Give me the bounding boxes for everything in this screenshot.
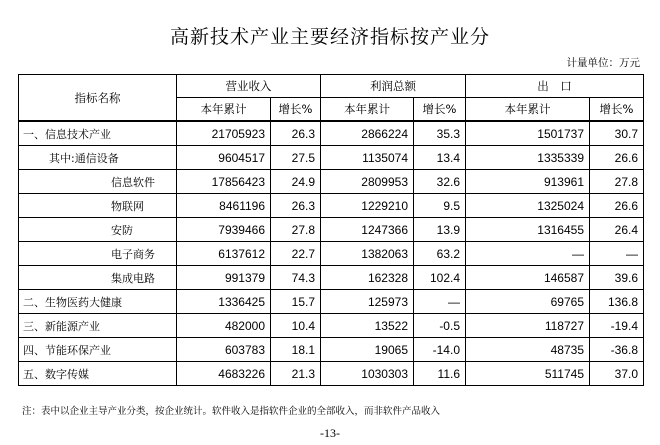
revenue-value: 4683226: [177, 362, 271, 386]
export-value: 1501737: [466, 121, 590, 146]
export-growth: 30.7: [590, 121, 644, 146]
revenue-growth: 24.9: [271, 170, 321, 194]
export-growth: 37.0: [590, 362, 644, 386]
revenue-value: 17856423: [177, 170, 271, 194]
profit-growth: 102.4: [414, 266, 466, 290]
export-value: 1325024: [466, 194, 590, 218]
table-row: [19, 314, 644, 338]
row-name: 三、新能源产业: [19, 314, 177, 338]
revenue-growth: 27.5: [271, 146, 321, 170]
row-name: 五、数字传媒: [19, 362, 177, 386]
export-growth: -36.8: [590, 338, 644, 362]
profit-growth: 63.2: [414, 242, 466, 266]
export-growth: 136.8: [590, 290, 644, 314]
profit-growth: —: [414, 290, 466, 314]
export-value: 913961: [466, 170, 590, 194]
profit-growth: 32.6: [414, 170, 466, 194]
export-value: —: [466, 242, 590, 266]
export-growth: 27.8: [590, 170, 644, 194]
table-row: [19, 218, 644, 242]
revenue-growth: 26.3: [271, 194, 321, 218]
row-name: 一、信息技术产业: [19, 121, 177, 146]
profit-growth: 13.4: [414, 146, 466, 170]
profit-value: 125973: [321, 290, 414, 314]
indicator-table: [18, 74, 644, 386]
revenue-value: 6137612: [177, 242, 271, 266]
revenue-value: 7939466: [177, 218, 271, 242]
header-export-growth: 增长%: [590, 98, 644, 122]
export-value: 1316455: [466, 218, 590, 242]
export-growth: -19.4: [590, 314, 644, 338]
row-name: 其中:通信设备: [19, 146, 177, 170]
export-growth: —: [590, 242, 644, 266]
page-title: 高新技术产业主要经济指标按产业分: [169, 26, 490, 48]
export-value: 48735: [466, 338, 590, 362]
header-profit-growth: 增长%: [414, 98, 466, 122]
row-name: 安防: [19, 218, 177, 242]
header-revenue-growth: 增长%: [271, 98, 321, 122]
row-name: 集成电路: [19, 266, 177, 290]
profit-growth: -14.0: [414, 338, 466, 362]
profit-growth: 35.3: [414, 121, 466, 146]
table-row: [19, 194, 644, 218]
row-name: 二、生物医药大健康: [19, 290, 177, 314]
profit-value: 1229210: [321, 194, 414, 218]
revenue-growth: 22.7: [271, 242, 321, 266]
profit-growth: 9.5: [414, 194, 466, 218]
header-revenue-cumulative: 本年累计: [177, 98, 271, 122]
profit-value: 19065: [321, 338, 414, 362]
row-name: 四、节能环保产业: [19, 338, 177, 362]
revenue-value: 21705923: [177, 121, 271, 146]
profit-value: 1135074: [321, 146, 414, 170]
table-row: [19, 121, 644, 146]
table-row: [19, 338, 644, 362]
revenue-growth: 18.1: [271, 338, 321, 362]
export-growth: 26.6: [590, 146, 644, 170]
table-row: [19, 266, 644, 290]
header-export: 出 口: [466, 75, 644, 98]
revenue-value: 603783: [177, 338, 271, 362]
profit-growth: -0.5: [414, 314, 466, 338]
row-name: 信息软件: [19, 170, 177, 194]
export-value: 511745: [466, 362, 590, 386]
table-row: [19, 362, 644, 386]
profit-value: 13522: [321, 314, 414, 338]
profit-value: 1030303: [321, 362, 414, 386]
revenue-growth: 74.3: [271, 266, 321, 290]
header-export-cumulative: 本年累计: [466, 98, 590, 122]
export-value: 69765: [466, 290, 590, 314]
unit-label: 计量单位：万元: [566, 57, 640, 69]
export-value: 118727: [466, 314, 590, 338]
export-growth: 26.6: [590, 194, 644, 218]
profit-value: 2809953: [321, 170, 414, 194]
row-name: 电子商务: [19, 242, 177, 266]
revenue-value: 9604517: [177, 146, 271, 170]
revenue-value: 482000: [177, 314, 271, 338]
table-row: [19, 242, 644, 266]
table-row: [19, 146, 644, 170]
profit-growth: 13.9: [414, 218, 466, 242]
table-row: [19, 170, 644, 194]
profit-value: 1247366: [321, 218, 414, 242]
footnote: 注：表中以企业主导产业分类，按企业统计。软件收入是指软件企业的全部收入，而非软件产品收入: [22, 406, 441, 417]
revenue-growth: 10.4: [271, 314, 321, 338]
revenue-value: 1336425: [177, 290, 271, 314]
revenue-growth: 27.8: [271, 218, 321, 242]
profit-value: 1382063: [321, 242, 414, 266]
profit-value: 162328: [321, 266, 414, 290]
header-profit-cumulative: 本年累计: [321, 98, 414, 122]
revenue-growth: 15.7: [271, 290, 321, 314]
profit-growth: 11.6: [414, 362, 466, 386]
export-value: 146587: [466, 266, 590, 290]
header-indicator: 指标名称: [19, 75, 177, 122]
header-profit: 利润总额: [321, 75, 466, 98]
export-growth: 39.6: [590, 266, 644, 290]
profit-value: 2866224: [321, 121, 414, 146]
revenue-growth: 21.3: [271, 362, 321, 386]
export-value: 1335339: [466, 146, 590, 170]
revenue-growth: 26.3: [271, 121, 321, 146]
row-name: 物联网: [19, 194, 177, 218]
header-revenue: 营业收入: [177, 75, 321, 98]
page-number: -13-: [320, 426, 340, 440]
export-growth: 26.4: [590, 218, 644, 242]
table-row: [19, 290, 644, 314]
revenue-value: 8461196: [177, 194, 271, 218]
revenue-value: 991379: [177, 266, 271, 290]
